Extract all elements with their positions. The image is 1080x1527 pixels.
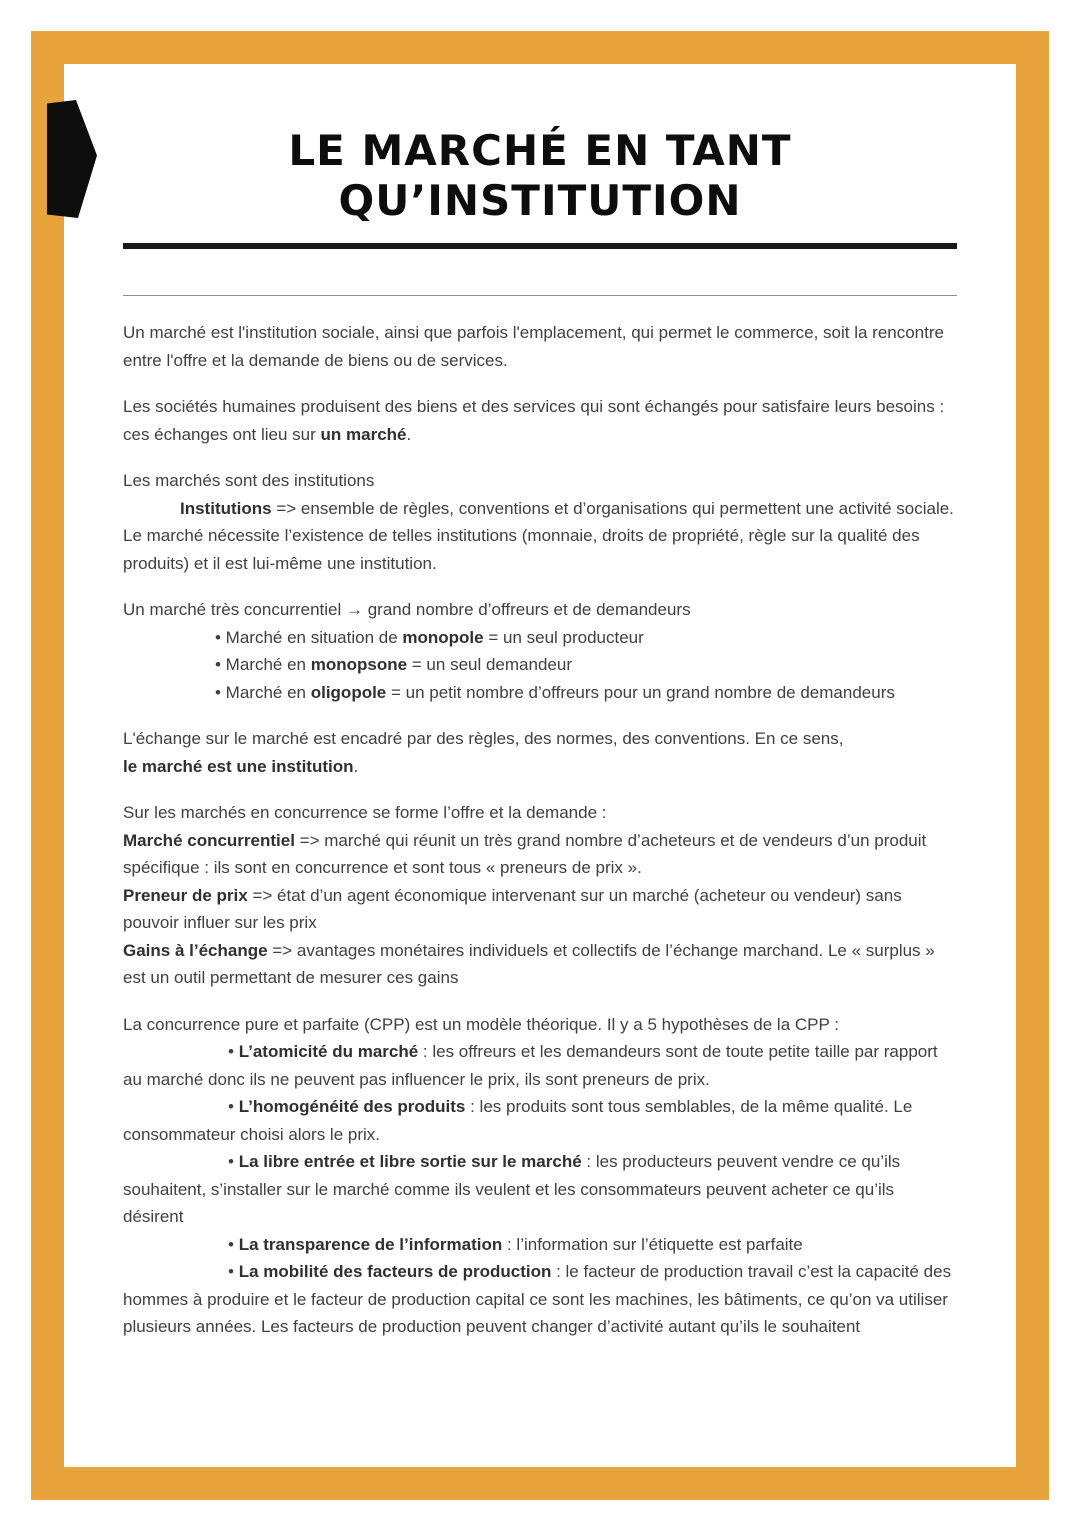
text-segment: • (228, 1152, 239, 1171)
content-divider (123, 295, 957, 296)
paragraph (123, 467, 957, 495)
text-segment: • (228, 1097, 239, 1116)
title-rule (123, 243, 957, 249)
paragraph (123, 495, 957, 578)
bullet-item (123, 1258, 957, 1341)
bold-term: La libre entrée et libre sortie sur le marché (238, 1152, 582, 1171)
text-segment: Un marché est l'institution sociale, ainsi que parfois l'emplacement, qui permet le commerce, soit la rencontre entre l'offre et la demande de biens ou de services. (123, 323, 944, 370)
text-segment: : les producteurs peuvent vendre ce qu’ils souhaitent, s’installer sur le marché comme ils veulent et les consommateurs peuvent acheter ce qu’ils désirent (123, 1152, 901, 1226)
text-segment: : les produits sont tous semblables, de la même qualité. Le consommateur choisi alors le prix. (123, 1097, 913, 1144)
bold-term: Gains à l’échange (123, 940, 268, 960)
paragraph (123, 1011, 957, 1039)
title-line-1: LE MARCHÉ EN TANT (288, 126, 792, 175)
paragraph (123, 725, 957, 780)
page (64, 64, 1016, 1467)
bold-term: un marché (320, 424, 407, 444)
text-segment: => état d’un agent économique intervenant sur un marché (acheteur ou vendeur) sans pouvoir influer sur les prix (123, 885, 902, 932)
text-segment: : les offreurs et les demandeurs sont de toute petite taille par rapport au marché donc ils ne peuvent pas influencer le prix, ils sont preneurs de prix. (123, 1042, 938, 1089)
text-segment: Un marché très concurrentiel → grand nombre d’offreurs et de demandeurs (123, 600, 691, 619)
paragraph (123, 319, 957, 374)
bold-term: La mobilité des facteurs de production (238, 1262, 552, 1281)
text-segment: . (353, 756, 359, 776)
bold-term: monopsone (310, 655, 408, 674)
text-segment: • (228, 1042, 239, 1061)
paragraph (123, 596, 957, 624)
paragraph (123, 799, 957, 827)
paragraph (123, 827, 957, 882)
bullet-item (123, 651, 957, 679)
text-segment: : l’information sur l’étiquette est parfaite (502, 1234, 803, 1254)
text-segment: • Marché en (215, 682, 311, 702)
bold-term: L’homogénéité des produits (238, 1097, 466, 1116)
bullet-item (123, 624, 957, 652)
bookmark-icon (47, 100, 97, 218)
text-segment: • (228, 1234, 239, 1254)
paragraph (123, 393, 957, 448)
page-title (123, 126, 957, 226)
text-segment: . (406, 424, 412, 444)
text-segment: = un petit nombre d’offreurs pour un grand nombre de demandeurs (386, 682, 895, 702)
bullet-item (123, 1231, 957, 1259)
text-segment: • (228, 1262, 239, 1281)
bold-term: Institutions (180, 498, 272, 518)
text-segment: Les marchés sont des institutions (123, 471, 375, 490)
text-segment: => ensemble de règles, conventions et d’organisations qui permettent une activité sociale. Le marché nécessite l’existence de telles institutions (monnaie, droits de propriété, règle sur la qualité des produits) et il est lui-même une institution. (123, 498, 954, 573)
document-content (123, 319, 957, 1341)
text-segment: Sur les marchés en concurrence se forme l’offre et la demande : (123, 803, 607, 822)
bold-term: oligopole (310, 682, 387, 702)
text-segment: L'échange sur le marché est encadré par des règles, des normes, des conventions. En ce sens, (123, 729, 844, 748)
bold-term: La transparence de l’information (238, 1234, 503, 1254)
text-segment: : le facteur de production travail c’est la capacité des hommes à produire et le facteur de production capital ce sont les machines, les bâtiments, ce qu’on va utiliser plusieurs années. Les facteurs de production peuvent changer d’activité autant qu’ils le souhaitent (123, 1262, 952, 1336)
bold-term: L’atomicité du marché (238, 1042, 419, 1061)
bold-term: Preneur de prix (123, 885, 248, 905)
bold-term: Marché concurrentiel (123, 830, 295, 850)
text-segment: La concurrence pure et parfaite (CPP) est un modèle théorique. Il y a 5 hypothèses de la CPP : (123, 1014, 839, 1034)
bullet-item (123, 679, 957, 707)
text-segment: = un seul producteur (483, 627, 644, 647)
text-segment: = un seul demandeur (407, 655, 572, 674)
bullet-item (123, 1038, 957, 1093)
text-segment: => avantages monétaires individuels et collectifs de l’échange marchand. Le « surplus » est un outil permettant de mesurer ces gains (123, 940, 935, 987)
bold-term: monopole (402, 627, 484, 647)
bold-term: le marché est une institution (123, 756, 354, 776)
paragraph (123, 937, 957, 992)
text-segment: => marché qui réunit un très grand nombre d’acheteurs et de vendeurs d’un produit spécifique : ils sont en concurrence et sont tous « preneurs de prix ». (123, 830, 927, 877)
title-line-2: QU’INSTITUTION (338, 176, 742, 225)
text-segment: • Marché en situation de (215, 627, 403, 647)
text-segment: • Marché en (215, 655, 311, 674)
bullet-item (123, 1148, 957, 1231)
bullet-item (123, 1093, 957, 1148)
text-segment: Les sociétés humaines produisent des biens et des services qui sont échangés pour satisfaire leurs besoins : ces échanges ont lieu sur (123, 397, 945, 444)
paragraph (123, 882, 957, 937)
